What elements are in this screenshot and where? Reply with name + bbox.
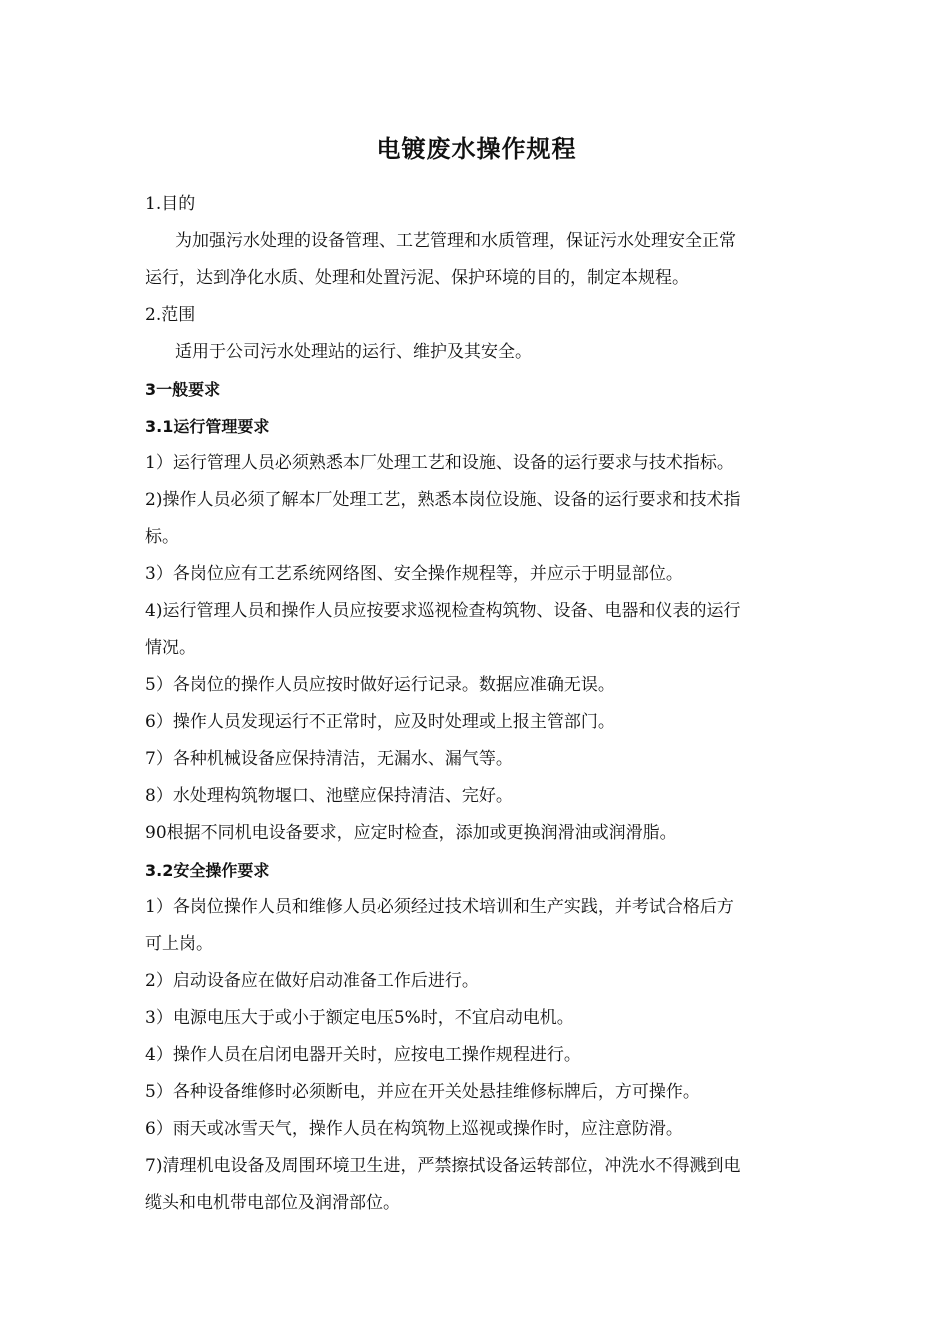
paragraph-line: 3）电源电压大于或小于额定电压5%时，不宜启动电机。 (145, 1008, 574, 1028)
section-heading: 3一般要求 (145, 380, 221, 399)
paragraph-line: 6）雨天或冰雪天气，操作人员在构筑物上巡视或操作时，应注意防滑。 (145, 1119, 683, 1139)
paragraph-line: 1.目的 (145, 194, 196, 214)
paragraph-line: 2.范围 (145, 305, 196, 325)
paragraph-line: 6）操作人员发现运行不正常时，应及时处理或上报主管部门。 (145, 712, 615, 732)
paragraph-line: 7)清理机电设备及周围环境卫生进，严禁擦拭设备运转部位，冲洗水不得溅到电 (145, 1156, 741, 1176)
paragraph-line: 标。 (145, 527, 179, 547)
paragraph-line: 缆头和电机带电部位及润滑部位。 (145, 1193, 400, 1213)
section-heading: 3.2安全操作要求 (145, 861, 270, 880)
paragraph-line: 5）各岗位的操作人员应按时做好运行记录。数据应准确无误。 (145, 675, 615, 695)
paragraph-line: 运行，达到净化水质、处理和处置污泥、保护环境的目的，制定本规程。 (145, 268, 689, 288)
paragraph-line: 4)运行管理人员和操作人员应按要求巡视检查构筑物、设备、电器和仪表的运行 (145, 601, 741, 621)
paragraph-line: 2)操作人员必须了解本厂处理工艺，熟悉本岗位设施、设备的运行要求和技术指 (145, 490, 741, 510)
paragraph-line: 可上岗。 (145, 934, 213, 954)
paragraph-line: 4）操作人员在启闭电器开关时，应按电工操作规程进行。 (145, 1045, 581, 1065)
paragraph-line: 为加强污水处理的设备管理、工艺管理和水质管理，保证污水处理安全正常 (175, 231, 736, 251)
paragraph-line: 1）运行管理人员必须熟悉本厂处理工艺和设施、设备的运行要求与技术指标。 (145, 453, 734, 473)
paragraph-line: 7）各种机械设备应保持清洁，无漏水、漏气等。 (145, 749, 513, 769)
document-title: 电镀废水操作规程 (376, 135, 577, 163)
section-heading: 3.1运行管理要求 (145, 417, 270, 436)
paragraph-line: 8）水处理构筑物堰口、池壁应保持清洁、完好。 (145, 786, 513, 806)
paragraph-line: 90根据不同机电设备要求，应定时检查，添加或更换润滑油或润滑脂。 (145, 823, 677, 843)
paragraph-line: 3）各岗位应有工艺系统网络图、安全操作规程等，并应示于明显部位。 (145, 564, 683, 584)
paragraph-line: 1）各岗位操作人员和维修人员必须经过技术培训和生产实践，并考试合格后方 (145, 897, 734, 917)
paragraph-line: 5）各种设备维修时必须断电，并应在开关处悬挂维修标牌后，方可操作。 (145, 1082, 700, 1102)
paragraph-line: 适用于公司污水处理站的运行、维护及其安全。 (175, 342, 532, 362)
document-body (145, 186, 808, 1222)
paragraph-line: 情况。 (145, 638, 196, 658)
paragraph-line: 2）启动设备应在做好启动准备工作后进行。 (145, 971, 479, 991)
